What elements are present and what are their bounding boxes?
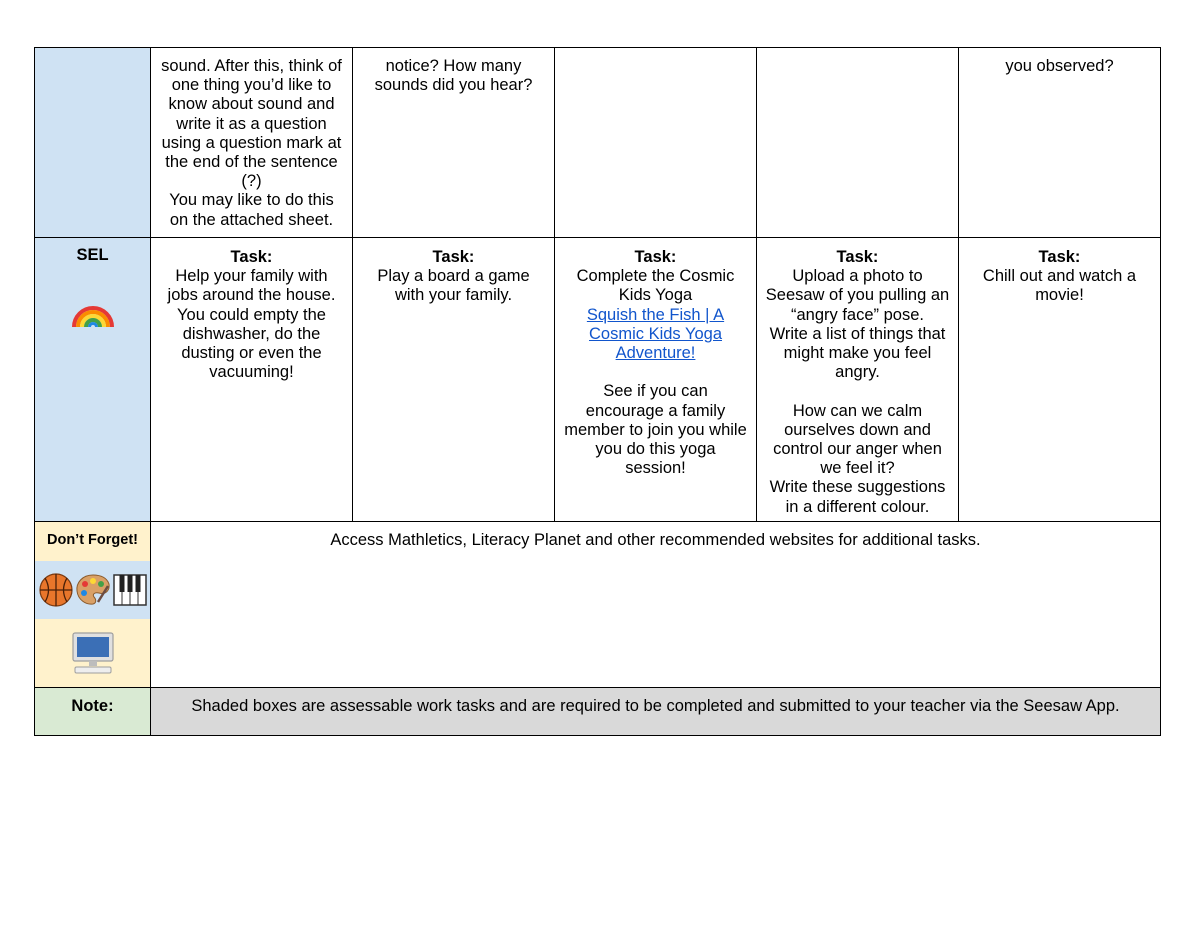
text-line: Play a board a game — [377, 267, 530, 286]
text-line: might make you feel — [783, 344, 932, 363]
dont-forget-label: Don’t Forget! — [46, 532, 138, 548]
sel-cell-3 — [555, 238, 757, 522]
continuation-cell-4 — [757, 48, 959, 238]
text-line: vacuuming! — [209, 363, 294, 382]
text-line: sounds did you hear? — [374, 76, 533, 95]
sel-cell-2 — [353, 238, 555, 522]
continuation-label-cell — [35, 48, 151, 238]
note-label-cell — [35, 688, 151, 736]
text-line: Write a list of things that — [769, 324, 946, 343]
spacer — [561, 363, 750, 382]
text-line: on the attached sheet. — [169, 210, 334, 229]
dont-forget-row — [35, 522, 1161, 688]
sel-cell-4 — [757, 238, 959, 522]
text-line: member to join you while — [564, 420, 747, 439]
piano-icon — [112, 572, 148, 608]
basketball-icon — [38, 572, 74, 608]
sel-row — [35, 238, 1161, 522]
sel-text-5 — [965, 267, 1154, 305]
continuation-cell-3 — [555, 48, 757, 238]
text-line: You could empty the — [177, 305, 326, 324]
text-line: dishwasher, do the — [182, 324, 321, 343]
text-line: notice? How many — [385, 57, 522, 75]
task-heading: Task: — [230, 248, 273, 266]
sel-text-3b — [561, 382, 750, 478]
text-line: You may like to do this — [169, 191, 334, 210]
text-line: know about sound and — [168, 95, 335, 114]
text-line: Chill out and watch a — [982, 267, 1137, 286]
continuation-cell-5 — [959, 48, 1161, 238]
note-text: Shaded boxes are assessable work tasks and are required to be completed and submitted to your teacher via the Seesaw App. — [191, 697, 1120, 715]
text-line: we feel it? — [820, 459, 895, 478]
link-line[interactable]: Squish the Fish | A — [586, 305, 725, 324]
task-heading: Task: — [1038, 248, 1081, 266]
text-line: How can we calm — [792, 401, 923, 420]
text-line: Upload a photo to — [792, 267, 923, 286]
text-line: session! — [625, 459, 686, 478]
dont-forget-text: Access Mathletics, Literacy Planet and other recommended websites for additional tasks. — [330, 531, 981, 549]
link-line[interactable]: Cosmic Kids Yoga — [589, 324, 722, 343]
text-line: Help your family with — [175, 267, 328, 286]
dont-forget-label-cell — [35, 522, 151, 688]
sel-cell-1 — [151, 238, 353, 522]
sel-text-4b — [763, 402, 952, 517]
link-line[interactable]: Adventure! — [615, 344, 696, 363]
text-line: ourselves down and — [784, 420, 931, 439]
text-line: the end of the sentence — [165, 153, 338, 172]
computer-icon — [69, 629, 117, 677]
rainbow-icon — [70, 285, 116, 331]
sel-text-2 — [359, 267, 548, 305]
text-line: Write these suggestions — [769, 478, 946, 497]
text-line: dusting or even the — [181, 344, 322, 363]
text-line: movie! — [1035, 286, 1084, 305]
continuation-text-2 — [353, 48, 554, 95]
continuation-cell-2 — [353, 48, 555, 238]
sel-label-cell — [35, 238, 151, 522]
text-line: See if you can — [603, 382, 708, 401]
text-line: one thing you’d like to — [171, 76, 332, 95]
continuation-cell-1 — [151, 48, 353, 238]
continuation-text-5 — [959, 48, 1160, 76]
sel-label: SEL — [76, 246, 109, 264]
text-line: write it as a question — [176, 114, 327, 133]
activity-icons — [35, 561, 150, 619]
dont-forget-text-cell — [151, 522, 1161, 688]
text-line: angry. — [835, 363, 880, 382]
weekly-task-table — [34, 47, 1161, 736]
sel-text-1 — [157, 267, 346, 382]
cosmic-kids-yoga-link[interactable] — [561, 306, 750, 364]
palette-icon — [74, 572, 112, 608]
text-line: Seesaw of you pulling an — [765, 286, 950, 305]
task-heading: Task: — [634, 248, 677, 266]
spacer — [763, 382, 952, 401]
text-line: (?) — [241, 172, 262, 191]
text-line: you observed? — [1005, 57, 1114, 75]
sel-text-3a — [561, 267, 750, 305]
note-row — [35, 688, 1161, 736]
text-line: encourage a family — [585, 401, 726, 420]
text-line: with your family. — [394, 286, 513, 305]
note-text-cell — [151, 688, 1161, 736]
text-line: you do this yoga — [595, 440, 716, 459]
text-line: in a different colour. — [785, 497, 930, 516]
task-heading: Task: — [432, 248, 475, 266]
text-line: “angry face” pose. — [791, 305, 924, 324]
note-label: Note: — [71, 697, 114, 715]
sel-cell-5 — [959, 238, 1161, 522]
text-line: using a question mark at — [161, 133, 342, 152]
continuation-text-1 — [151, 48, 352, 230]
text-line: control our anger when — [773, 440, 942, 459]
text-line: sound. After this, think of — [161, 57, 342, 75]
continuation-row — [35, 48, 1161, 238]
text-line: Complete the Cosmic — [576, 267, 735, 286]
task-heading: Task: — [836, 248, 879, 266]
text-line: jobs around the house. — [167, 286, 336, 305]
text-line: Kids Yoga — [618, 286, 693, 305]
sel-text-4a — [763, 267, 952, 382]
